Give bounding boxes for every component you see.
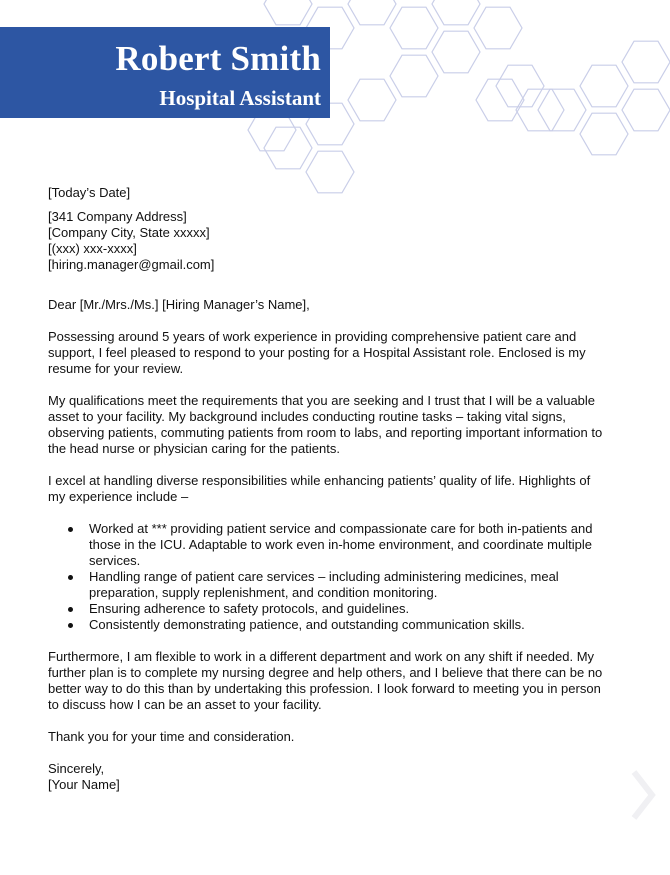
signature-name: [Your Name]	[48, 777, 120, 792]
flexibility-paragraph	[48, 649, 638, 713]
address-line: [341 Company Address]	[48, 209, 187, 224]
hexagon-shape	[432, 31, 480, 73]
cover-letter-body	[48, 185, 638, 793]
list-item-line: Worked at *** providing patient service and compassionate care for both in-patients and	[89, 521, 593, 536]
qualifications-paragraph	[48, 393, 638, 457]
salutation: Dear [Mr./Mrs./Ms.] [Hiring Manager’s Name],	[48, 297, 310, 312]
paragraph-line: My qualifications meet the requirements that you are seeking and I trust that I will be a valuable	[48, 393, 596, 408]
intro-paragraph	[48, 329, 638, 377]
list-item-line: Handling range of patient care services – including administering medicines, meal	[89, 569, 559, 584]
paragraph-line: further plan is to complete my nursing degree and help others, and I believe that there can be no	[48, 665, 603, 680]
bullet-icon	[68, 623, 73, 628]
hexagon-shape	[538, 89, 586, 131]
bullet-icon	[68, 607, 73, 612]
bullet-icon	[68, 575, 73, 580]
hexagon-shape	[474, 7, 522, 49]
applicant-name: Robert Smith	[115, 39, 321, 78]
list-item-line: Ensuring adherence to safety protocols, and guidelines.	[89, 601, 410, 616]
list-item-line: services.	[89, 553, 141, 568]
hexagon-shape	[476, 79, 524, 121]
hexagon-shape	[622, 41, 670, 83]
paragraph-line: support, I feel pleased to respond to your posting for a Hospital Assistant role. Enclosed is my	[48, 345, 586, 360]
hexagon-shape	[390, 55, 438, 97]
paragraph-line: better way to do this than by undertaking this profession. I look forward to meeting you in person	[48, 681, 601, 696]
sign-off	[48, 761, 638, 793]
paragraph-line: to discuss how I can be an asset to your facility.	[48, 697, 322, 712]
job-title: Hospital Assistant	[159, 86, 321, 110]
hexagon-shape	[348, 79, 396, 121]
list-item	[48, 521, 638, 569]
name-header-band	[0, 27, 330, 118]
hexagon-shape	[496, 65, 544, 107]
highlights-list	[48, 521, 638, 633]
hexagon-shape	[264, 0, 312, 25]
list-item	[48, 569, 638, 601]
hexagon-shape	[390, 7, 438, 49]
paragraph-line: my experience include –	[48, 489, 189, 504]
paragraph-line: observing patients, commuting patients from room to labs, and reporting important information to	[48, 425, 603, 440]
hexagon-shape	[622, 89, 670, 131]
bullet-icon	[68, 527, 73, 532]
list-item-line: those in the ICU. Adaptable to work even in-home environment, and coordinate multiple	[89, 537, 592, 552]
list-item-line: Consistently demonstrating patience, and outstanding communication skills.	[89, 617, 525, 632]
paragraph-line: I excel at handling diverse responsibilities while enhancing patients’ quality of life. Highlights of	[48, 473, 591, 488]
list-item	[48, 617, 638, 633]
paragraph-line: the head nurse or physician caring for the patients.	[48, 441, 340, 456]
paragraph-line: asset to your facility. My background includes conducting routine tasks – taking vital signs,	[48, 409, 566, 424]
address-line: [hiring.manager@gmail.com]	[48, 257, 215, 272]
list-item-line: preparation, supply replenishment, and condition monitoring.	[89, 585, 438, 600]
thank-you-line: Thank you for your time and consideration.	[48, 729, 295, 744]
list-item	[48, 601, 638, 617]
hexagon-shape	[432, 0, 480, 25]
paragraph-line: Possessing around 5 years of work experience in providing comprehensive patient care and	[48, 329, 577, 344]
hexagon-shape	[516, 89, 564, 131]
hexagon-shape	[580, 113, 628, 155]
closing: Sincerely,	[48, 761, 105, 776]
hexagon-shape	[348, 0, 396, 25]
recipient-address	[48, 209, 638, 273]
hexagon-shape	[580, 65, 628, 107]
address-line: [Company City, State xxxxx]	[48, 225, 210, 240]
hexagon-shape	[264, 127, 312, 169]
letter-date: [Today’s Date]	[48, 185, 131, 200]
highlights-intro-paragraph	[48, 473, 638, 505]
paragraph-line: resume for your review.	[48, 361, 184, 376]
address-line: [(xxx) xxx-xxxx]	[48, 241, 137, 256]
paragraph-line: Furthermore, I am flexible to work in a different department and work on any shift if needed. My	[48, 649, 595, 664]
